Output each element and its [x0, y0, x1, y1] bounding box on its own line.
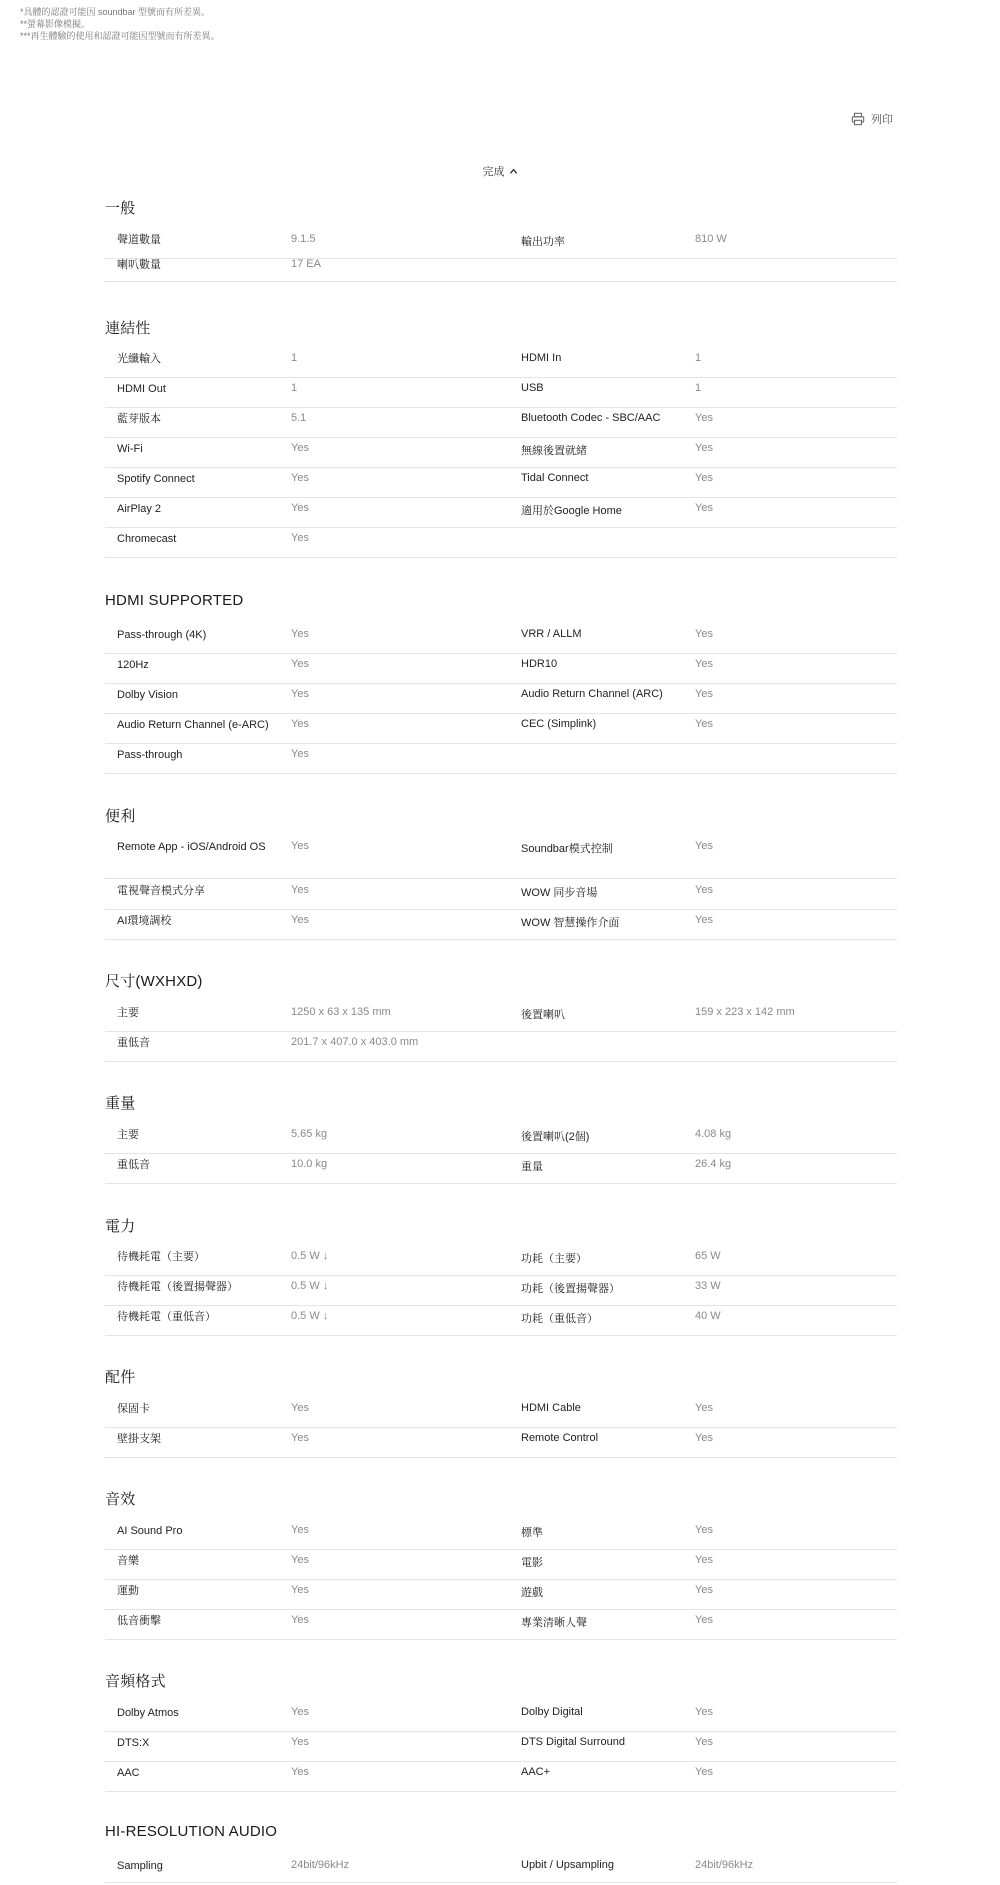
spec-label: 功耗（重低音）	[521, 1313, 598, 1325]
spec-value: 26.4 kg	[695, 1158, 732, 1170]
spec-row	[105, 1614, 897, 1640]
spec-label: 重低音	[117, 1037, 150, 1049]
spec-value: Yes	[291, 472, 309, 484]
spec-value: 1250 x 63 x 135 mm	[291, 1006, 391, 1018]
spec-row	[105, 1859, 897, 1883]
spec-label: 重量	[521, 1161, 543, 1173]
spec-value: Yes	[695, 412, 713, 424]
spec-row	[105, 1736, 897, 1762]
spec-value: Yes	[291, 1554, 309, 1566]
spec-row	[105, 233, 897, 259]
spec-label: HDMI In	[521, 352, 562, 364]
spec-value: Yes	[291, 718, 309, 730]
spec-label: 電影	[521, 1557, 543, 1569]
spec-value: 24bit/96kHz	[291, 1859, 350, 1871]
spec-label: HDMI Cable	[521, 1402, 581, 1414]
spec-label: Chromecast	[117, 533, 177, 545]
spec-label: Remote Control	[521, 1432, 599, 1444]
spec-value: 0.5 W ↓	[291, 1250, 329, 1262]
spec-label: 無線後置就緒	[521, 445, 587, 457]
spec-label: Audio Return Channel (ARC)	[521, 688, 663, 700]
spec-row	[105, 658, 897, 684]
spec-label: Tidal Connect	[521, 472, 589, 484]
spec-label: 功耗（主要）	[521, 1253, 587, 1265]
spec-value: Yes	[695, 884, 713, 896]
spec-value: Yes	[291, 442, 309, 454]
spec-value: Yes	[695, 1736, 713, 1748]
spec-label: 主要	[117, 1129, 139, 1141]
spec-label: CEC (Simplink)	[521, 718, 597, 730]
spec-value: Yes	[291, 840, 309, 852]
footnote-1: *具體的認證可能因 soundbar 型號而有所差異。	[20, 7, 211, 17]
print-button[interactable]	[851, 111, 893, 127]
spec-row	[105, 884, 897, 910]
spec-row	[105, 1766, 897, 1792]
spec-row	[105, 412, 897, 438]
spec-label: Sampling	[117, 1860, 163, 1872]
spec-value: Yes	[291, 628, 309, 640]
spec-value: Yes	[695, 1554, 713, 1566]
spec-value: Yes	[695, 472, 713, 484]
spec-row	[105, 914, 897, 940]
spec-row	[105, 1280, 897, 1306]
spec-value: 5.65 kg	[291, 1128, 328, 1140]
spec-value: Yes	[291, 1736, 309, 1748]
spec-value: Yes	[291, 1766, 309, 1778]
spec-value: Yes	[695, 688, 713, 700]
spec-value: Yes	[291, 502, 309, 514]
spec-label: Pass-through (4K)	[117, 629, 207, 641]
print-label: 列印	[871, 114, 893, 126]
spec-label: VRR / ALLM	[521, 628, 582, 640]
spec-value: 1	[291, 352, 298, 364]
collapse-specs-button[interactable]	[483, 163, 518, 179]
spec-value: 810 W	[695, 233, 727, 245]
spec-row	[105, 1158, 897, 1184]
spec-row	[105, 352, 897, 378]
spec-value: 17 EA	[291, 258, 321, 270]
spec-label: 喇叭數量	[117, 259, 161, 271]
spec-value: Yes	[291, 532, 309, 544]
chevron-up-icon	[509, 167, 518, 176]
spec-row	[105, 1402, 897, 1428]
spec-value: Yes	[695, 1584, 713, 1596]
spec-label: Upbit / Upsampling	[521, 1859, 614, 1871]
spec-value: Yes	[695, 1432, 713, 1444]
spec-value: Yes	[291, 1706, 309, 1718]
spec-label: HDMI Out	[117, 383, 166, 395]
spec-value: Yes	[291, 1584, 309, 1596]
spec-value: 0.5 W ↓	[291, 1280, 329, 1292]
spec-label: 主要	[117, 1007, 139, 1019]
spec-value: 24bit/96kHz	[695, 1859, 754, 1871]
spec-label: Wi-Fi	[117, 443, 143, 455]
spec-value: Yes	[695, 628, 713, 640]
spec-value: Yes	[291, 1402, 309, 1414]
spec-value: 201.7 x 407.0 x 403.0 mm	[291, 1036, 419, 1048]
spec-value: Yes	[695, 1766, 713, 1778]
spec-value: Yes	[695, 718, 713, 730]
spec-label: 標準	[521, 1527, 543, 1539]
spec-label: 重低音	[117, 1159, 150, 1171]
spec-row	[105, 442, 897, 468]
spec-label: 聲道數量	[117, 234, 161, 246]
footnote-3: ***再生體驗的使用和認證可能因型號而有所差異。	[20, 31, 220, 41]
spec-label: USB	[521, 382, 544, 394]
footnotes	[20, 6, 220, 42]
spec-row	[105, 1250, 897, 1276]
printer-icon	[851, 112, 865, 126]
spec-row	[105, 1706, 897, 1732]
spec-label: 保固卡	[117, 1403, 150, 1415]
footnote-2: **螢幕影像模擬。	[20, 19, 91, 29]
spec-row	[105, 1584, 897, 1610]
spec-row	[105, 688, 897, 714]
spec-value: 33 W	[695, 1280, 721, 1292]
spec-value: Yes	[291, 1432, 309, 1444]
spec-label: WOW 同步音場	[521, 887, 598, 899]
spec-label: 專業清晰人聲	[521, 1617, 587, 1629]
section-title: 便利	[105, 808, 136, 825]
spec-row	[105, 1036, 897, 1062]
spec-row	[105, 628, 897, 654]
spec-label: AAC+	[521, 1766, 551, 1778]
spec-value: Yes	[695, 1524, 713, 1536]
spec-label: 待機耗電（重低音）	[117, 1311, 216, 1323]
spec-row	[105, 1554, 897, 1580]
section-title: 電力	[105, 1218, 136, 1235]
done-label: 完成	[482, 166, 505, 178]
spec-label: 音樂	[117, 1555, 139, 1567]
section-title: 配件	[105, 1369, 136, 1386]
spec-value: 1	[291, 382, 298, 394]
spec-row	[105, 382, 897, 408]
spec-label: AAC	[117, 1767, 140, 1779]
spec-value: Yes	[291, 1614, 309, 1626]
spec-value: Yes	[695, 1706, 713, 1718]
spec-label: DTS:X	[117, 1737, 150, 1749]
spec-row	[105, 258, 897, 282]
spec-row	[105, 1524, 897, 1550]
spec-value: Yes	[291, 748, 309, 760]
spec-value: 5.1	[291, 412, 307, 424]
spec-value: 1	[695, 382, 702, 394]
spec-row	[105, 748, 897, 774]
done-toggle-row	[0, 163, 1000, 179]
spec-value: 40 W	[695, 1310, 721, 1322]
spec-row	[105, 1128, 897, 1154]
section-title: HI-RESOLUTION AUDIO	[105, 1823, 278, 1840]
spec-row	[105, 840, 897, 879]
spec-label: 120Hz	[117, 659, 149, 671]
spec-label: 光纖輸入	[117, 353, 161, 365]
section-title: 音效	[105, 1491, 136, 1508]
spec-value: 1	[695, 352, 702, 364]
spec-label: WOW 智慧操作介面	[521, 917, 620, 929]
spec-row	[105, 1006, 897, 1032]
spec-label: 後置喇叭	[521, 1009, 565, 1021]
spec-label: 遊戲	[521, 1587, 543, 1599]
spec-label: 後置喇叭(2個)	[521, 1131, 590, 1143]
spec-label: 功耗（後置揚聲器）	[521, 1283, 620, 1295]
spec-label: AI Sound Pro	[117, 1525, 183, 1537]
spec-row	[105, 532, 897, 558]
spec-label: 適用於Google Home	[521, 505, 622, 517]
spec-value: Yes	[695, 502, 713, 514]
section-title: 一般	[105, 200, 136, 217]
spec-label: 電視聲音模式分享	[117, 885, 205, 897]
spec-label: Bluetooth Codec - SBC/AAC	[521, 412, 661, 424]
section-title: 音頻格式	[105, 1673, 166, 1690]
spec-label: Dolby Digital	[521, 1706, 583, 1718]
spec-value: Yes	[291, 658, 309, 670]
spec-label: 輸出功率	[521, 236, 565, 248]
spec-value: Yes	[695, 658, 713, 670]
spec-label: 壁掛支架	[117, 1433, 161, 1445]
spec-value: Yes	[291, 1524, 309, 1536]
section-title: 重量	[105, 1095, 136, 1112]
spec-label: AirPlay 2	[117, 503, 162, 515]
spec-row	[105, 472, 897, 498]
spec-label: AI環境調校	[117, 915, 172, 927]
spec-value: 10.0 kg	[291, 1158, 328, 1170]
spec-value: 9.1.5	[291, 233, 316, 245]
spec-value: 4.08 kg	[695, 1128, 732, 1140]
section-title: 尺寸(WXHXD)	[105, 973, 203, 990]
section-title: HDMI SUPPORTED	[105, 592, 244, 609]
spec-label: 待機耗電（主要）	[117, 1251, 205, 1263]
spec-value: 0.5 W ↓	[291, 1310, 329, 1322]
spec-label: Dolby Atmos	[117, 1707, 179, 1719]
spec-row	[105, 718, 897, 744]
spec-value: 159 x 223 x 142 mm	[695, 1006, 795, 1018]
spec-value: Yes	[695, 1614, 713, 1626]
spec-value: Yes	[291, 884, 309, 896]
spec-value: Yes	[695, 1402, 713, 1414]
spec-value: 65 W	[695, 1250, 721, 1262]
spec-value: Yes	[695, 914, 713, 926]
spec-row	[105, 502, 897, 528]
spec-label: 藍芽版本	[117, 413, 161, 425]
spec-label: Pass-through	[117, 749, 183, 761]
spec-label: 運動	[117, 1585, 139, 1597]
spec-label: Spotify Connect	[117, 473, 195, 485]
spec-label: Soundbar模式控制	[521, 843, 613, 855]
section-title: 連結性	[105, 320, 151, 337]
spec-value: Yes	[291, 688, 309, 700]
spec-row	[105, 1432, 897, 1458]
spec-label: 低音衝擊	[117, 1615, 161, 1627]
spec-label: Dolby Vision	[117, 689, 178, 701]
spec-label: DTS Digital Surround	[521, 1736, 625, 1748]
spec-label: HDR10	[521, 658, 558, 670]
spec-value: Yes	[695, 442, 713, 454]
spec-row	[105, 1310, 897, 1336]
spec-value: Yes	[695, 840, 713, 852]
spec-value: Yes	[291, 914, 309, 926]
spec-label: Audio Return Channel (e-ARC)	[117, 719, 269, 731]
spec-label: 待機耗電（後置揚聲器）	[117, 1281, 238, 1293]
spec-label: Remote App - iOS/Android OS	[117, 841, 266, 853]
